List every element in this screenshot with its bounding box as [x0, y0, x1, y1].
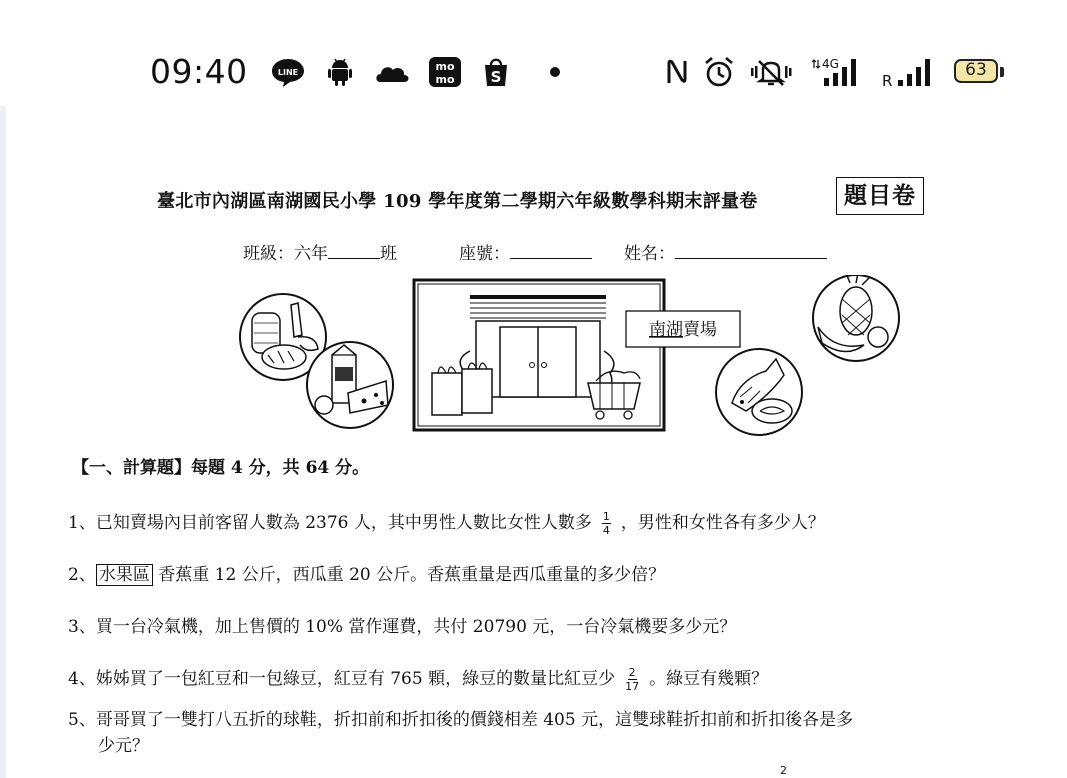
seat-blank — [510, 242, 592, 259]
fruit-area-box: 水果區 — [96, 564, 153, 586]
name-label: 姓名： — [624, 244, 675, 264]
store-illustration — [236, 275, 906, 440]
svg-text:mo: mo — [435, 73, 455, 86]
seat-field — [459, 239, 592, 264]
store-sign-name: 南湖 — [649, 320, 683, 340]
alarm-icon — [703, 56, 735, 88]
mute-icon — [749, 56, 793, 88]
question-1 — [68, 508, 825, 537]
battery-level: 63 — [965, 60, 987, 80]
line-icon — [270, 56, 306, 88]
question-1-text-end: ，男性和女性各有多少人？ — [620, 513, 825, 533]
question-4-text-end: 。綠豆有幾顆？ — [649, 669, 769, 689]
question-3: 3、買一台冷氣機，加上售價的 10% 當作運費，共付 20790 元，一台冷氣機要多少元？ — [68, 617, 737, 637]
class-blank — [328, 242, 380, 259]
momo-icon — [427, 56, 463, 88]
question-4 — [68, 664, 768, 693]
page-edge — [0, 106, 6, 778]
cloud-icon — [374, 56, 410, 88]
class-suffix: 班 — [380, 244, 397, 264]
svg-text:4G: 4G — [822, 57, 839, 71]
question-5-line-2: 少元？ — [98, 736, 149, 756]
question-4-text: 4、姊姊買了一包紅豆和一包綠豆，紅豆有 765 顆，綠豆的數量比紅豆少 — [68, 669, 616, 689]
shopee-icon — [481, 56, 511, 88]
question-2-text: 香蕉重 12 公斤，西瓜重 20 公斤。香蕉重量是西瓜重量的多少倍？ — [152, 565, 666, 585]
seat-label: 座號： — [459, 244, 510, 264]
exam-title: 臺北市內湖區南湖國民小學 109 學年度第二學期六年級數學科期末評量卷 — [157, 191, 758, 212]
svg-text:mo: mo — [435, 60, 455, 73]
section-heading: 【一、計算題】每題 4 分，共 64 分。 — [72, 458, 370, 478]
fraction-two-seventeenths: $\frac{2}{17}$ — [625, 666, 640, 693]
nfc-icon — [664, 56, 690, 88]
battery-indicator — [954, 59, 1006, 85]
question-2-number: 2、 — [68, 565, 96, 585]
class-label: 班級：六年 — [243, 244, 328, 264]
dot-icon — [549, 56, 561, 88]
svg-text:LINE: LINE — [277, 68, 299, 77]
svg-text:R: R — [882, 72, 893, 88]
fraction-one-quarter: $\frac{1}{4}$ — [602, 510, 610, 537]
android-icon — [326, 56, 354, 88]
4g-signal-icon — [810, 56, 868, 88]
store-sign — [626, 311, 740, 347]
dairy-illustration — [307, 342, 393, 428]
store-front-illustration — [414, 280, 664, 430]
class-field — [243, 239, 397, 264]
status-bar — [0, 0, 1067, 106]
fruit-illustration — [813, 275, 899, 361]
seafood-illustration — [716, 349, 802, 435]
name-field — [624, 239, 827, 264]
svg-text:南湖賣場 — [649, 320, 717, 340]
roaming-signal-icon — [880, 56, 938, 88]
question-1-text: 1、已知賣場內目前客留人數為 2376 人，其中男性人數比女性人數多 — [68, 513, 592, 533]
question-2 — [68, 560, 665, 585]
question-5-line-1: 5、哥哥買了一雙打八五折的球鞋，折扣前和折扣後的價錢相差 405 元，這雙球鞋折扣前和折扣後各是多 — [68, 710, 854, 730]
clock: 09:40 — [150, 52, 248, 91]
exam-title-box: 題目卷 — [836, 177, 924, 215]
question-6-partial-fraction: 2 — [780, 764, 787, 777]
svg-text:S: S — [490, 68, 502, 86]
store-sign-suffix: 賣場 — [683, 320, 717, 340]
name-blank — [675, 242, 827, 259]
